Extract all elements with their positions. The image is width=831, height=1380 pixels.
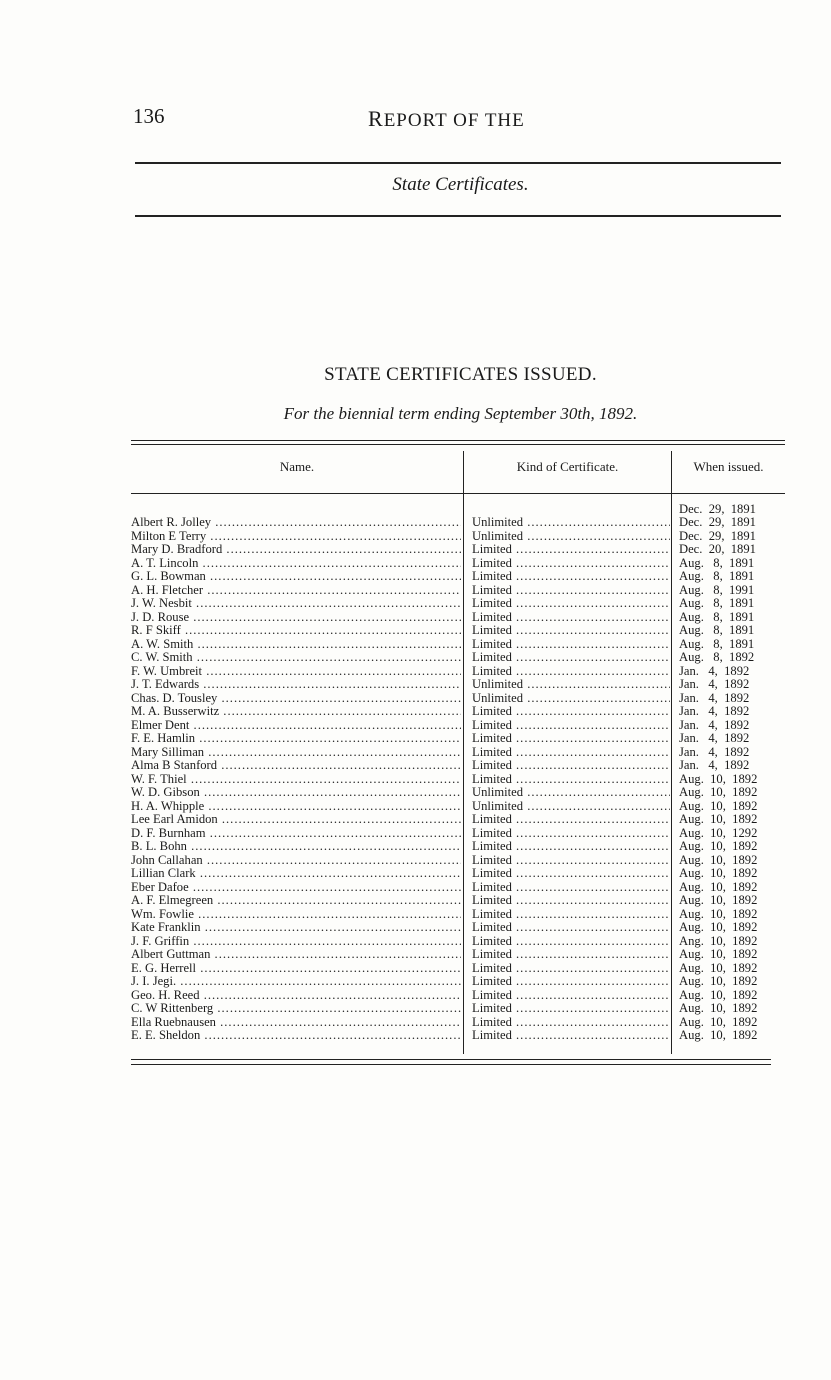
table-row <box>131 516 785 530</box>
table-row <box>131 786 785 800</box>
certificate-holder-name: Lee Earl Amidon ..... <box>131 813 461 827</box>
certificate-holder-name: Albert Guttman ..... <box>131 948 461 962</box>
table-row <box>131 962 785 976</box>
certificate-kind: Limited ..... <box>472 732 670 746</box>
certificate-holder-name: A. W. Smith ..... <box>131 638 461 652</box>
issue-date: Aug. 10, 1892 <box>679 961 758 975</box>
certificate-kind: Limited ..... <box>472 881 670 895</box>
table-row <box>131 611 785 625</box>
certificate-kind: Limited ..... <box>472 665 670 679</box>
issue-date: Aug. 8, 1991 <box>679 583 755 597</box>
table-row <box>131 651 785 665</box>
table-row <box>131 759 785 773</box>
certificate-holder-name: F. E. Hamlin ..... <box>131 732 461 746</box>
certificate-holder-name: A. F. Elmegreen ..... <box>131 894 461 908</box>
certificate-holder-name: J. F. Griffin ..... <box>131 935 461 949</box>
issue-date: Jan. 4, 1892 <box>679 664 750 678</box>
certificate-holder-name: Mary D. Bradford ..... <box>131 543 461 557</box>
table-row <box>131 597 785 611</box>
certificate-kind: Limited ..... <box>472 935 670 949</box>
table-row <box>131 719 785 733</box>
certificate-holder-name: E. E. Sheldon ..... <box>131 1029 461 1043</box>
certificate-holder-name: Ella Ruebnausen ..... <box>131 1016 461 1030</box>
certificate-kind: Limited ..... <box>472 948 670 962</box>
issue-date: Jan. 4, 1892 <box>679 705 750 718</box>
certificate-kind: Limited ..... <box>472 894 670 908</box>
certificate-kind: Limited ..... <box>472 557 670 571</box>
running-head-initial: R <box>368 106 384 131</box>
certificate-kind: Limited ..... <box>472 975 670 989</box>
certificate-kind: Limited ..... <box>472 597 670 611</box>
issue-date: Aug. 10, 1892 <box>679 880 758 894</box>
issue-date: Aug. 8, 1891 <box>679 597 755 610</box>
certificate-kind: Limited ..... <box>472 840 670 854</box>
certificate-holder-name: F. W. Umbreit ..... <box>131 665 461 679</box>
issue-date: Aug. 10, 1892 <box>679 975 758 988</box>
certificate-holder-name: D. F. Burnham ..... <box>131 827 461 841</box>
column-header-kind: Kind of Certificate. <box>516 459 619 474</box>
certificate-holder-name: Milton E Terry ..... <box>131 530 461 544</box>
certificate-kind: Unlimited ..... <box>472 530 670 544</box>
page-number: 136 <box>133 104 165 128</box>
certificate-holder-name: J. I. Jegi. ..... <box>131 975 461 989</box>
certificate-holder-name: Lillian Clark ..... <box>131 867 461 881</box>
table-row <box>131 921 785 935</box>
issue-date: Ang. 10, 1892 <box>679 934 758 948</box>
issue-date: Dec. 29, 1891 <box>679 516 756 529</box>
issue-date: Aug. 8, 1891 <box>679 610 755 624</box>
issue-date: Aug. 8, 1891 <box>679 556 755 570</box>
certificate-kind: Limited ..... <box>472 611 670 625</box>
issue-date: Aug. 10, 1892 <box>679 1029 758 1042</box>
table-row <box>131 881 785 895</box>
certificate-kind: Limited ..... <box>472 1016 670 1030</box>
table-header-rule <box>131 493 785 494</box>
table-row <box>131 530 785 544</box>
table-row <box>131 867 785 881</box>
certificate-holder-name: J. T. Edwards ..... <box>131 678 461 692</box>
certificate-kind: Limited ..... <box>472 1002 670 1016</box>
table-row <box>131 557 785 571</box>
document-subtitle: For the biennial term ending September 30th, 1892. <box>283 404 638 423</box>
issue-date: Jan. 4, 1892 <box>679 759 750 772</box>
table-row <box>131 746 785 760</box>
certificate-holder-name: Geo. H. Reed ..... <box>131 989 461 1003</box>
issue-date: Aug. 10, 1892 <box>679 1002 758 1015</box>
table-row <box>131 935 785 949</box>
running-head-rest: EPORT OF THE <box>383 110 525 131</box>
table-row <box>131 732 785 746</box>
table-row <box>131 570 785 584</box>
issue-date: Aug. 10, 1292 <box>679 826 758 840</box>
table-row <box>131 624 785 638</box>
issue-date: Aug. 10, 1892 <box>679 921 758 934</box>
issue-date: Aug. 10, 1892 <box>679 786 758 799</box>
document-title: STATE CERTIFICATES ISSUED. <box>324 364 597 385</box>
table-row <box>131 638 785 652</box>
certificate-kind: Limited ..... <box>472 962 670 976</box>
issue-date: Aug. 10, 1892 <box>679 853 758 867</box>
certificate-holder-name: W. F. Thiel ..... <box>131 773 461 787</box>
table-row <box>131 894 785 908</box>
issue-date: Aug. 8, 1891 <box>679 570 755 583</box>
certificate-holder-name: Mary Silliman ..... <box>131 746 461 760</box>
certificate-kind: Limited ..... <box>472 759 670 773</box>
issue-date: Aug. 8, 1892 <box>679 651 755 664</box>
issue-date: Jan. 4, 1892 <box>679 718 750 732</box>
certificate-kind: Limited ..... <box>472 746 670 760</box>
table-row <box>131 773 785 787</box>
issue-date: Jan. 4, 1892 <box>679 732 750 745</box>
header-rule-bottom <box>135 215 781 217</box>
table-row <box>131 948 785 962</box>
section-title: State Certificates. <box>392 174 529 195</box>
certificate-kind: Unlimited ..... <box>472 678 670 692</box>
certificate-holder-name: J. W. Nesbit ..... <box>131 597 461 611</box>
issue-date: Aug. 10, 1892 <box>679 948 758 961</box>
certificate-kind: Limited ..... <box>472 570 670 584</box>
certificate-kind: Unlimited ..... <box>472 800 670 814</box>
table-rule-top-1 <box>131 440 785 441</box>
certificate-holder-name: Wm. Fowlie ..... <box>131 908 461 922</box>
table-rule-bottom-1 <box>131 1059 771 1060</box>
certificate-kind: Unlimited ..... <box>472 516 670 530</box>
issue-date: Aug. 10, 1892 <box>679 840 758 853</box>
certificate-kind: Limited ..... <box>472 854 670 868</box>
table-row <box>131 800 785 814</box>
column-header-name: Name. <box>279 459 315 474</box>
certificate-holder-name: M. A. Busserwitz ..... <box>131 705 461 719</box>
column-header-when: When issued. <box>693 459 764 474</box>
certificate-holder-name: A. T. Lincoln ..... <box>131 557 461 571</box>
issue-date: Aug. 10, 1892 <box>679 799 758 813</box>
certificate-holder-name: W. D. Gibson ..... <box>131 786 461 800</box>
table-row <box>131 584 785 598</box>
table-row <box>131 813 785 827</box>
certificate-holder-name: C. W. Smith ..... <box>131 651 461 665</box>
issue-date: Aug. 8, 1891 <box>679 624 755 637</box>
issue-date: Aug. 10, 1892 <box>679 867 758 880</box>
issue-date: Dec. 29, 1891 <box>679 529 756 543</box>
certificate-holder-name: B. L. Bohn ..... <box>131 840 461 854</box>
certificate-holder-name: E. G. Herrell ..... <box>131 962 461 976</box>
issue-date: Jan. 4, 1892 <box>679 691 750 705</box>
issue-date: Dec. 20, 1891 <box>679 543 756 556</box>
issue-date: Jan. 4, 1892 <box>679 678 750 691</box>
certificate-kind: Limited ..... <box>472 773 670 787</box>
certificate-holder-name: Alma B Stanford ..... <box>131 759 461 773</box>
issue-date: Aug. 10, 1892 <box>679 894 758 907</box>
issue-date: Jan. 4, 1892 <box>679 745 750 759</box>
table-row <box>131 1029 785 1043</box>
table-row <box>131 854 785 868</box>
certificate-holder-name: G. L. Bowman ..... <box>131 570 461 584</box>
certificate-kind: Limited ..... <box>472 867 670 881</box>
table-rule-top-2 <box>131 444 785 445</box>
running-head <box>368 106 525 132</box>
table-rule-bottom-2 <box>131 1064 771 1065</box>
certificate-kind: Unlimited ..... <box>472 692 670 706</box>
certificate-kind: Limited ..... <box>472 1029 670 1043</box>
certificate-kind: Limited ..... <box>472 638 670 652</box>
certificate-holder-name: H. A. Whipple ..... <box>131 800 461 814</box>
certificate-holder-name: C. W Rittenberg ..... <box>131 1002 461 1016</box>
table-row <box>131 665 785 679</box>
table-row <box>131 692 785 706</box>
table-row <box>131 975 785 989</box>
table-row <box>131 1002 785 1016</box>
certificate-kind: Limited ..... <box>472 705 670 719</box>
certificate-kind: Limited ..... <box>472 989 670 1003</box>
certificate-kind: Limited ..... <box>472 584 670 598</box>
header-rule-top <box>135 162 781 164</box>
table-row <box>131 840 785 854</box>
certificate-rows <box>131 516 785 1043</box>
issue-date: Aug. 8, 1891 <box>679 637 755 651</box>
first-issue-date: Dec. 29, 1891 <box>679 502 756 516</box>
certificate-kind: Limited ..... <box>472 921 670 935</box>
certificate-holder-name: Albert R. Jolley ..... <box>131 516 461 530</box>
certificate-holder-name: John Callahan ..... <box>131 854 461 868</box>
certificate-kind: Limited ..... <box>472 651 670 665</box>
table-row <box>131 1016 785 1030</box>
table-row <box>131 827 785 841</box>
certificate-kind: Limited ..... <box>472 813 670 827</box>
table-row <box>131 678 785 692</box>
certificate-holder-name: A. H. Fletcher ..... <box>131 584 461 598</box>
certificate-kind: Limited ..... <box>472 719 670 733</box>
issue-date: Aug. 10, 1892 <box>679 907 758 921</box>
certificate-holder-name: R. F Skiff ..... <box>131 624 461 638</box>
certificate-holder-name: Chas. D. Tousley ..... <box>131 692 461 706</box>
certificate-kind: Limited ..... <box>472 908 670 922</box>
issue-date: Aug. 10, 1892 <box>679 988 758 1002</box>
certificate-kind: Limited ..... <box>472 827 670 841</box>
table-row <box>131 543 785 557</box>
certificate-holder-name: Elmer Dent ..... <box>131 719 461 733</box>
table-row <box>131 989 785 1003</box>
certificate-holder-name: Kate Franklin ..... <box>131 921 461 935</box>
table-row <box>131 705 785 719</box>
certificate-holder-name: Eber Dafoe ..... <box>131 881 461 895</box>
issue-date: Aug. 10, 1892 <box>679 772 758 786</box>
certificate-kind: Limited ..... <box>472 543 670 557</box>
issue-date: Aug. 10, 1892 <box>679 1015 758 1029</box>
certificate-holder-name: J. D. Rouse ..... <box>131 611 461 625</box>
certificate-kind: Limited ..... <box>472 624 670 638</box>
table-row <box>131 908 785 922</box>
issue-date: Aug. 10, 1892 <box>679 813 758 826</box>
certificate-kind: Unlimited ..... <box>472 786 670 800</box>
